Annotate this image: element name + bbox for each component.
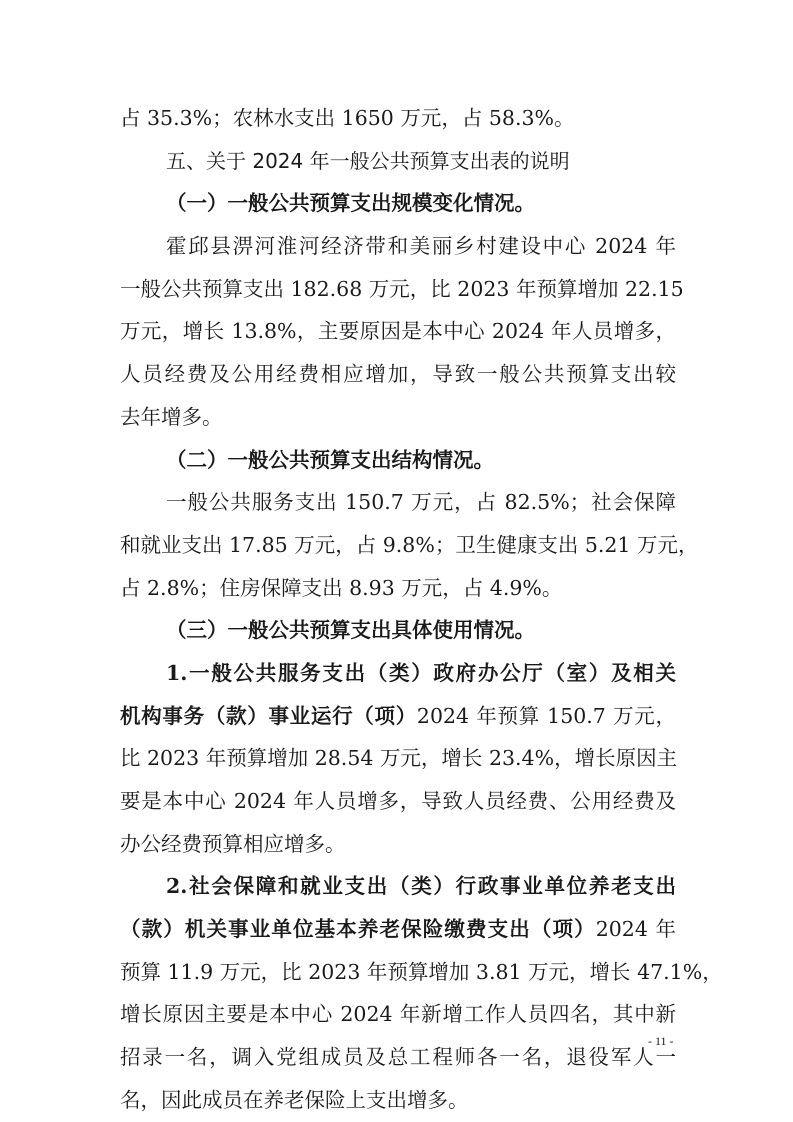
paragraph-line: 2.社会保障和就业支出（类）行政事业单位养老支出 xyxy=(166,874,676,899)
paragraph-line: 占 2.8%；住房保障支出 8.93 万元，占 4.9%。 xyxy=(120,575,563,600)
paragraph-line: 名，因此成员在养老保险上支出增多。 xyxy=(120,1087,469,1112)
document-body xyxy=(120,97,723,1122)
paragraph-line: 办公经费预算相应增多。 xyxy=(120,831,346,856)
bold-segment: （款）机关事业单位基本养老保险缴费支出（项） xyxy=(120,917,596,942)
subsection-heading: （三）一般公共预算支出具体使用情况。 xyxy=(166,618,535,643)
paragraph-line xyxy=(120,908,676,951)
page-number: - 11 - xyxy=(648,1034,674,1048)
paragraph-line: 霍邱县淠河淮河经济带和美丽乡村建设中心 2024 年 xyxy=(166,234,676,259)
text-segment: 2024 年 xyxy=(595,917,677,942)
text-segment: 2024 年预算 150.7 万元， xyxy=(416,703,676,728)
paragraph-line: 去年增多。 xyxy=(120,404,223,429)
paragraph-line xyxy=(120,695,676,738)
paragraph-line: 一般公共服务支出 150.7 万元，占 82.5%；社会保障 xyxy=(166,490,676,515)
subsection-heading: （一）一般公共预算支出规模变化情况。 xyxy=(166,191,535,216)
paragraph-line: 1.一般公共服务支出（类）政府办公厅（室）及相关 xyxy=(166,660,676,685)
paragraph-line: 要是本中心 2024 年人员增多，导致人员经费、公用经费及 xyxy=(120,789,676,813)
paragraph-line: 人员经费及公用经费相应增加，导致一般公共预算支出较 xyxy=(120,362,676,387)
paragraph-line: 比 2023 年预算增加 28.54 万元，增长 23.4%，增长原因主 xyxy=(120,746,678,771)
paragraph-line: 万元，增长 13.8%，主要原因是本中心 2024 年人员增多， xyxy=(120,319,676,344)
paragraph-line: 增长原因主要是本中心 2024 年新增工作人员四名，其中新 xyxy=(120,1002,676,1027)
subsection-heading: （二）一般公共预算支出结构情况。 xyxy=(166,447,494,472)
bold-segment: 机构事务（款）事业运行（项） xyxy=(120,703,417,728)
paragraph-line: 占 35.3%；农林水支出 1650 万元，占 58.3%。 xyxy=(120,106,575,130)
section-heading: 五、关于 2024 年一般公共预算支出表的说明 xyxy=(166,148,570,173)
paragraph-line: 一般公共预算支出 182.68 万元，比 2023 年预算增加 22.15 xyxy=(120,276,684,301)
paragraph-line: 和就业支出 17.85 万元，占 9.8%；卫生健康支出 5.21 万元， xyxy=(120,532,699,557)
paragraph-line: 预算 11.9 万元，比 2023 年预算增加 3.81 万元，增长 47.1%， xyxy=(120,959,723,984)
paragraph-line: 招录一名，调入党组成员及总工程师各一名，退役军人一 xyxy=(120,1045,676,1070)
